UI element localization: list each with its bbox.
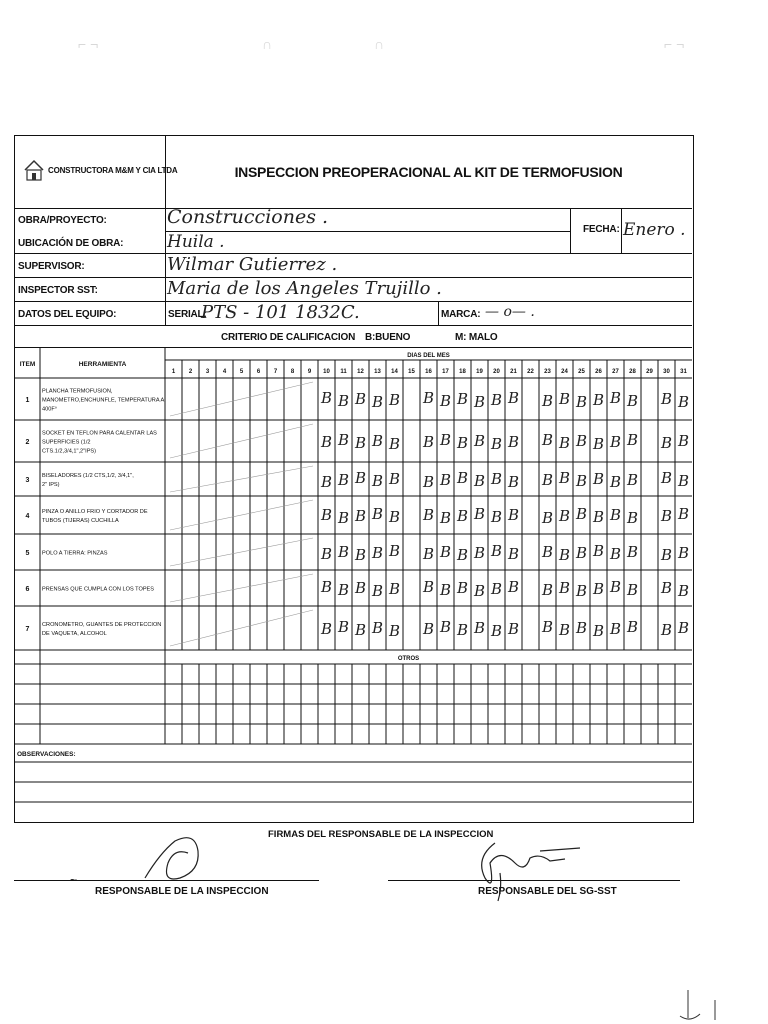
grade-mark[interactable]: B <box>558 579 571 597</box>
empty-days-stroke <box>170 382 313 416</box>
grade-mark[interactable]: B <box>626 581 639 599</box>
tool-name: PLANCHA TERMOFUSION, <box>42 388 113 395</box>
signatures-section: FIRMAS DEL RESPONSABLE DE LA INSPECCION ~ RESPONSABLE DE LA INSPECCION RESPONSABLE DEL SG-SST <box>0 823 768 1023</box>
grade-mark[interactable]: B <box>473 472 486 490</box>
grade-mark[interactable]: B <box>575 472 588 490</box>
tool-name: PRENSAS QUE CUMPLA CON LOS TOPES <box>42 586 155 593</box>
criteria-bad: M: MALO <box>455 332 498 343</box>
grade-mark[interactable]: B <box>507 473 520 491</box>
tool-name: CRONOMETRO, GUANTES DE PROTECCION <box>42 622 162 628</box>
grade-mark[interactable]: B <box>388 542 401 560</box>
grade-mark[interactable]: B <box>320 620 333 638</box>
grade-mark[interactable]: B <box>456 507 469 525</box>
day-label: 26 <box>595 369 602 375</box>
item-number: 1 <box>25 397 30 404</box>
tool-name: POLO A TIERRA: PINZAS <box>42 550 108 557</box>
grade-mark[interactable]: B <box>490 622 503 640</box>
grade-mark[interactable]: B <box>337 618 350 636</box>
grade-mark[interactable]: B <box>541 543 554 561</box>
grade-mark[interactable]: B <box>320 506 333 524</box>
grade-mark[interactable]: B <box>609 506 622 524</box>
grade-mark[interactable]: B <box>473 619 486 637</box>
grade-mark[interactable]: B <box>660 469 673 487</box>
grade-mark[interactable]: B <box>541 471 554 489</box>
grade-mark[interactable]: B <box>371 432 384 450</box>
grade-mark[interactable]: B <box>388 580 401 598</box>
corner-scribble <box>670 988 730 1023</box>
grade-mark[interactable]: B <box>609 578 622 596</box>
tool-name: MANOMETRO,ENCHUNFLE, TEMPERATURA A <box>42 397 165 404</box>
grade-mark[interactable]: B <box>422 578 435 596</box>
day-label: 9 <box>307 369 312 375</box>
day-label: 12 <box>357 369 364 375</box>
serial-value[interactable]: PTS - 101 1832C. <box>201 302 360 323</box>
grade-mark[interactable]: B <box>592 470 605 488</box>
day-label: 30 <box>663 369 670 375</box>
criteria-good: B:BUENO <box>365 332 411 343</box>
days-header: DIAS DEL MES <box>407 353 450 359</box>
grade-mark[interactable]: B <box>439 543 452 561</box>
ubicacion-label: UBICACIÓN DE OBRA: <box>18 238 124 249</box>
day-label: 25 <box>578 369 585 375</box>
grade-mark[interactable]: B <box>541 618 554 636</box>
empty-days-stroke <box>170 574 313 602</box>
signatures-title: FIRMAS DEL RESPONSABLE DE LA INSPECCION <box>268 829 494 840</box>
grade-mark[interactable]: B <box>473 505 486 523</box>
grade-mark[interactable]: B <box>575 544 588 562</box>
company-name: CONSTRUCTORA M&M Y CIA LTDA <box>48 166 178 175</box>
grade-mark[interactable]: B <box>320 433 333 451</box>
fecha-label: FECHA: <box>583 224 620 235</box>
grade-mark[interactable]: B <box>541 431 554 449</box>
grade-mark[interactable]: B <box>609 620 622 638</box>
grade-mark[interactable]: B <box>609 473 622 491</box>
grade-mark[interactable]: B <box>490 391 503 409</box>
day-label: 11 <box>340 369 347 375</box>
item-number: 6 <box>25 586 30 593</box>
grade-mark[interactable]: B <box>439 581 452 599</box>
inspector-label: INSPECTOR SST: <box>18 285 98 296</box>
grade-mark[interactable]: B <box>439 509 452 527</box>
item-header: ITEM <box>19 361 36 368</box>
grade-mark[interactable]: B <box>456 434 469 452</box>
inspector-row <box>15 278 692 302</box>
empty-days-stroke <box>170 610 313 646</box>
tool-name: PINZA O ANILLO FRIO Y CORTADOR DE <box>42 509 148 515</box>
serial-label: SERIAL: <box>168 309 207 320</box>
tool-name: BISELADORES (1/2 CTS,1/2, 3/4,1", <box>42 473 134 479</box>
empty-days-stroke <box>170 424 313 458</box>
grade-mark[interactable]: B <box>337 471 350 489</box>
grade-mark[interactable]: B <box>422 433 435 451</box>
grade-mark[interactable]: B <box>677 544 690 562</box>
tool-name: SOCKET EN TEFLON PARA CALENTAR LAS <box>42 430 157 437</box>
grade-mark[interactable]: B <box>439 431 452 449</box>
grade-mark[interactable]: B <box>456 546 469 564</box>
grade-mark[interactable]: B <box>439 471 452 489</box>
grade-mark[interactable]: B <box>677 619 690 637</box>
day-label: 10 <box>323 369 330 375</box>
grade-mark[interactable]: B <box>575 505 588 523</box>
criteria-row <box>15 326 692 348</box>
grade-mark[interactable]: B <box>388 435 401 453</box>
grade-mark[interactable]: B <box>422 389 435 407</box>
grade-mark[interactable]: B <box>320 578 333 596</box>
item-number: 3 <box>25 477 30 484</box>
grade-mark[interactable]: B <box>677 472 690 490</box>
grade-mark[interactable]: B <box>456 469 469 487</box>
day-label: 23 <box>544 369 551 375</box>
day-label: 19 <box>476 369 483 375</box>
supervisor-label: SUPERVISOR: <box>18 261 85 272</box>
tool-name: 400F° <box>42 406 57 413</box>
grade-mark[interactable]: B <box>575 432 588 450</box>
day-label: 14 <box>391 369 398 375</box>
grade-mark[interactable]: B <box>558 546 571 564</box>
grade-mark[interactable]: B <box>320 545 333 563</box>
empty-days-stroke <box>170 466 313 492</box>
grade-mark[interactable]: B <box>558 434 571 452</box>
logo-box <box>15 136 178 208</box>
day-label: 22 <box>527 369 534 375</box>
grade-mark[interactable]: B <box>337 581 350 599</box>
grade-mark[interactable]: B <box>320 473 333 491</box>
obra-value[interactable]: Construcciones . <box>167 206 329 228</box>
grade-mark[interactable]: B <box>677 432 690 450</box>
grade-mark[interactable]: B <box>507 433 520 451</box>
criteria-label: CRITERIO DE CALIFICACION <box>221 332 356 343</box>
day-label: 4 <box>222 369 227 375</box>
grade-mark[interactable]: B <box>490 542 503 560</box>
grade-mark[interactable]: B <box>507 389 520 407</box>
grade-mark[interactable]: B <box>507 620 520 638</box>
equipo-row <box>15 302 692 326</box>
item-number: 4 <box>25 513 30 520</box>
grade-mark[interactable]: B <box>354 507 367 525</box>
ubicacion-value[interactable]: Huila . <box>167 232 225 252</box>
company-logo-icon <box>23 158 45 182</box>
grade-mark[interactable]: B <box>354 469 367 487</box>
grade-mark[interactable]: B <box>626 431 639 449</box>
day-label: 6 <box>256 369 261 375</box>
day-label: 31 <box>680 369 687 375</box>
fecha-value[interactable]: Enero . <box>623 220 686 240</box>
supervisor-value[interactable]: Wilmar Gutierrez . <box>167 254 338 275</box>
grade-mark[interactable]: B <box>371 582 384 600</box>
day-label: 24 <box>561 369 568 375</box>
grade-mark[interactable]: B <box>371 472 384 490</box>
others-label: OTROS <box>397 656 420 662</box>
item-number: 7 <box>25 626 30 633</box>
grade-mark[interactable]: B <box>626 509 639 527</box>
inspector-value[interactable]: Maria de los Angeles Trujillo . <box>167 278 442 299</box>
grade-mark[interactable]: B <box>439 618 452 636</box>
day-label: 15 <box>408 369 415 375</box>
grade-mark[interactable]: B <box>371 505 384 523</box>
item-number: 5 <box>25 550 30 557</box>
day-label: 8 <box>290 369 295 375</box>
observations-label: OBSERVACIONES: <box>17 751 76 758</box>
left-signature-label: RESPONSABLE DE LA INSPECCION <box>95 886 269 897</box>
grade-mark[interactable]: B <box>541 509 554 527</box>
grade-mark[interactable]: B <box>490 508 503 526</box>
grade-mark[interactable]: B <box>626 392 639 410</box>
grade-mark[interactable]: B <box>422 620 435 638</box>
right-signature-label: RESPONSABLE DEL SG-SST <box>478 886 617 897</box>
grade-mark[interactable]: B <box>354 390 367 408</box>
tool-name: DE VAQUETA, ALCOHOL <box>42 631 107 637</box>
supervisor-row <box>15 254 692 278</box>
grade-mark[interactable]: B <box>609 545 622 563</box>
equipo-label: DATOS DEL EQUIPO: <box>18 309 117 320</box>
grade-mark[interactable]: B <box>541 581 554 599</box>
grade-mark[interactable]: B <box>456 621 469 639</box>
grade-mark[interactable]: B <box>592 580 605 598</box>
grade-mark[interactable]: B <box>592 622 605 640</box>
grade-mark[interactable]: B <box>473 432 486 450</box>
grade-mark[interactable]: B <box>490 470 503 488</box>
marca-value[interactable]: — o— . <box>485 304 535 320</box>
day-label: 5 <box>239 369 244 375</box>
grade-mark[interactable]: B <box>660 621 673 639</box>
day-label: 28 <box>629 369 636 375</box>
grade-mark[interactable]: B <box>456 579 469 597</box>
grade-mark[interactable]: B <box>337 509 350 527</box>
grade-mark[interactable]: B <box>507 545 520 563</box>
scan-mark: ⌐ ¬ <box>78 36 99 52</box>
tool-name: CTS.1/2,3/4,1",2"IPS) <box>42 448 97 455</box>
grade-mark[interactable]: B <box>371 393 384 411</box>
grade-mark[interactable]: B <box>354 579 367 597</box>
grade-mark[interactable]: B <box>541 392 554 410</box>
inspection-form <box>14 135 694 823</box>
grade-mark[interactable]: B <box>388 622 401 640</box>
grade-mark[interactable]: B <box>592 391 605 409</box>
tool-name: SUPERFICIES (1/2 <box>42 439 91 446</box>
grade-mark[interactable]: B <box>609 389 622 407</box>
grade-mark[interactable]: B <box>626 471 639 489</box>
grade-mark[interactable]: B <box>490 580 503 598</box>
inspection-grid <box>15 348 692 810</box>
grade-mark[interactable]: B <box>388 391 401 409</box>
grade-mark[interactable]: B <box>422 473 435 491</box>
grade-mark[interactable]: B <box>660 546 673 564</box>
grade-mark[interactable]: B <box>592 508 605 526</box>
day-label: 17 <box>442 369 449 375</box>
grade-mark[interactable]: B <box>320 389 333 407</box>
day-label: 20 <box>493 369 500 375</box>
grade-mark[interactable]: B <box>388 470 401 488</box>
grade-mark[interactable]: B <box>558 621 571 639</box>
scan-mark: ⌐ ¬ <box>664 36 685 52</box>
empty-days-stroke <box>170 538 313 566</box>
grade-mark[interactable]: B <box>558 469 571 487</box>
grade-mark[interactable]: B <box>354 621 367 639</box>
grade-mark[interactable]: B <box>422 506 435 524</box>
grade-mark[interactable]: B <box>592 542 605 560</box>
tool-header: HERRAMIENTA <box>78 361 127 368</box>
form-header <box>15 136 692 209</box>
item-number: 2 <box>25 439 30 446</box>
grade-mark[interactable]: B <box>456 390 469 408</box>
grade-mark[interactable]: B <box>337 431 350 449</box>
grade-mark[interactable]: B <box>558 507 571 525</box>
grade-mark[interactable]: B <box>354 546 367 564</box>
grade-mark[interactable]: B <box>507 506 520 524</box>
scan-mark: ∩ <box>262 36 273 52</box>
day-label: 18 <box>459 369 466 375</box>
grade-mark[interactable]: B <box>609 433 622 451</box>
empty-days-stroke <box>170 500 313 530</box>
grade-mark[interactable]: B <box>660 434 673 452</box>
grade-mark[interactable]: B <box>626 543 639 561</box>
grade-mark[interactable]: B <box>422 545 435 563</box>
grade-mark[interactable]: B <box>575 393 588 411</box>
day-label: 3 <box>205 369 210 375</box>
grade-mark[interactable]: B <box>473 544 486 562</box>
scan-mark: ∩ <box>374 36 385 52</box>
grade-mark[interactable]: B <box>371 619 384 637</box>
grade-mark[interactable]: B <box>575 582 588 600</box>
day-label: 27 <box>612 369 619 375</box>
day-label: 7 <box>273 369 278 375</box>
grade-mark[interactable]: B <box>337 543 350 561</box>
day-label: 29 <box>646 369 653 375</box>
grade-mark[interactable]: B <box>490 435 503 453</box>
grade-mark[interactable]: B <box>575 619 588 637</box>
marca-label: MARCA: <box>441 309 481 320</box>
day-label: 13 <box>374 369 381 375</box>
grade-mark[interactable]: B <box>354 434 367 452</box>
form-title: INSPECCION PREOPERACIONAL AL KIT DE TERMOFUSION <box>234 164 623 180</box>
grade-mark[interactable]: B <box>660 390 673 408</box>
grade-mark[interactable]: B <box>660 579 673 597</box>
grade-mark[interactable]: B <box>473 393 486 411</box>
day-label: 1 <box>171 369 176 375</box>
grade-mark[interactable]: B <box>439 392 452 410</box>
grade-mark[interactable]: B <box>660 507 673 525</box>
ubicacion-row <box>15 232 570 254</box>
grade-mark[interactable]: B <box>337 392 350 410</box>
grade-mark[interactable]: B <box>558 390 571 408</box>
tool-name: TUBOS (TIJERAS) CUCHILLA <box>42 518 119 524</box>
grade-mark[interactable]: B <box>592 435 605 453</box>
left-signature-icon <box>140 833 210 883</box>
day-label: 21 <box>510 369 517 375</box>
day-label: 2 <box>188 369 193 375</box>
grade-mark[interactable]: B <box>371 544 384 562</box>
grade-mark[interactable]: B <box>677 582 690 600</box>
grade-mark[interactable]: B <box>388 508 401 526</box>
grade-mark[interactable]: B <box>677 393 690 411</box>
grade-mark[interactable]: B <box>507 578 520 596</box>
grade-mark[interactable]: B <box>473 582 486 600</box>
grade-mark[interactable]: B <box>677 505 690 523</box>
obra-label: OBRA/PROYECTO: <box>18 215 107 226</box>
day-label: 16 <box>425 369 432 375</box>
tool-name: 2" IPS) <box>42 482 60 488</box>
grade-mark[interactable]: B <box>626 618 639 636</box>
